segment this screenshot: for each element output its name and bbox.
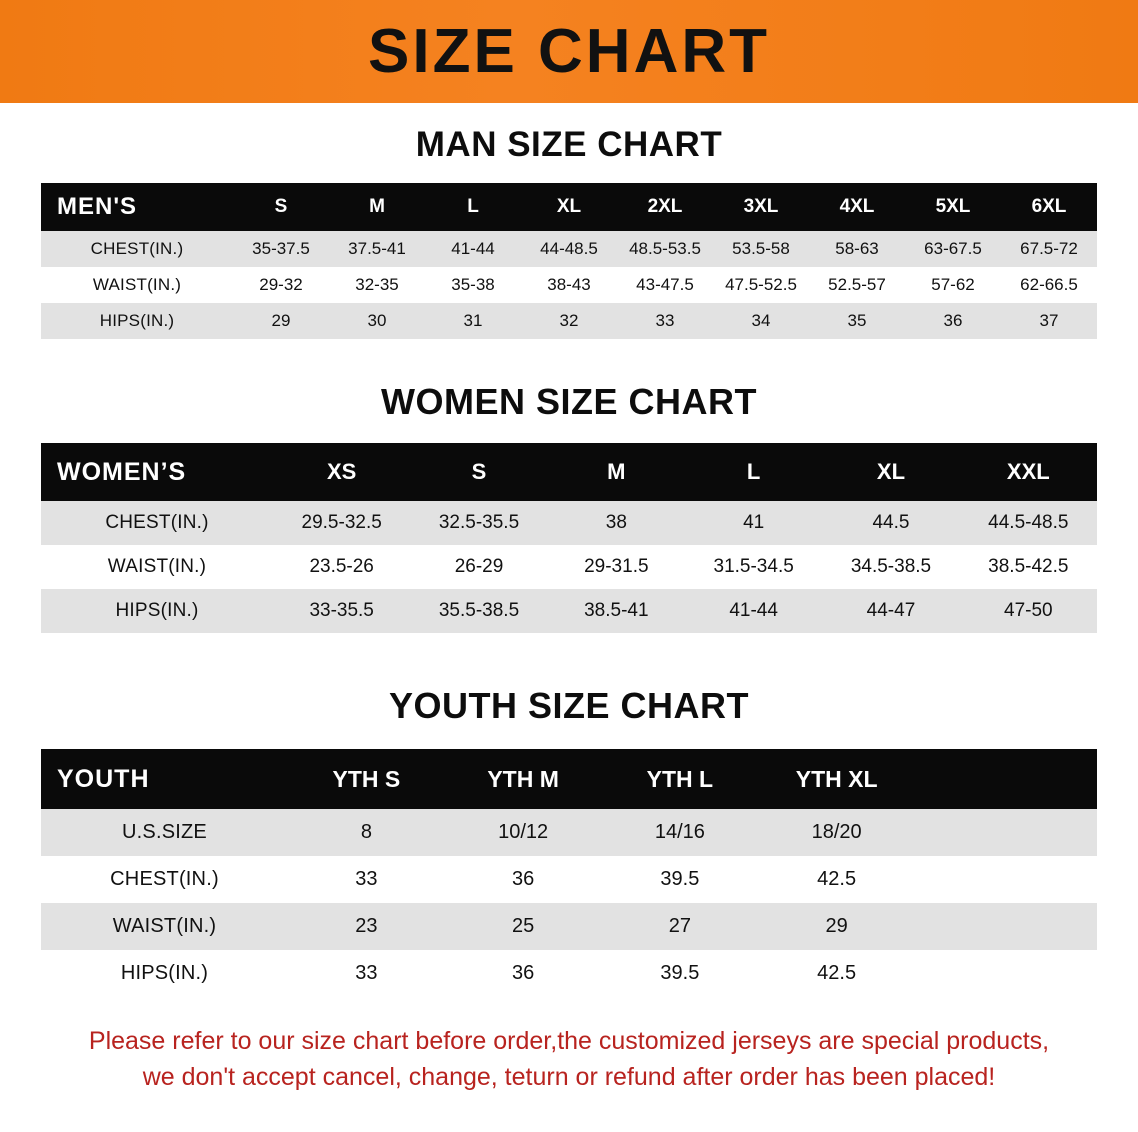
youth-col-1: YTH M: [487, 765, 559, 792]
man-chest-6: 58-63: [835, 239, 879, 258]
women-chest-5: 44.5-48.5: [988, 512, 1069, 533]
youth-row-label-chest: CHEST(IN.): [110, 868, 219, 890]
table-row: [41, 267, 1097, 303]
women-row-label-hips: HIPS(IN.): [115, 600, 199, 621]
youth-col-2: YTH L: [646, 765, 714, 792]
man-waist-1: 32-35: [355, 275, 399, 294]
youth-spacer-cell: [915, 809, 1097, 856]
man-col-6: 4XL: [839, 196, 875, 217]
women-chest-1: 32.5-35.5: [438, 512, 520, 533]
women-chest-0: 29.5-32.5: [301, 512, 382, 533]
table-header-row: [41, 183, 1097, 231]
youth-size-table-container: [41, 749, 1097, 997]
youth-hips-2: 39.5: [660, 962, 700, 984]
women-col-5: XXL: [1006, 459, 1050, 484]
man-hips-1: 30: [367, 311, 387, 330]
youth-spacer-cell: [915, 903, 1097, 950]
women-hips-1: 35.5-38.5: [438, 600, 520, 621]
policy-note: [41, 1023, 1097, 1096]
women-col-4: XL: [876, 459, 906, 484]
table-row: [41, 303, 1097, 339]
man-waist-8: 62-66.5: [1020, 275, 1078, 294]
women-hips-4: 44-47: [866, 600, 916, 621]
youth-chest-0: 33: [355, 868, 378, 890]
youth-col-3: YTH XL: [795, 765, 878, 792]
man-size-table-container: [41, 183, 1097, 339]
youth-table-body: [41, 809, 1097, 997]
man-col-5: 3XL: [743, 196, 779, 217]
man-waist-6: 52.5-57: [828, 275, 886, 294]
man-waist-4: 43-47.5: [636, 275, 694, 294]
youth-hips-3: 42.5: [817, 962, 857, 984]
women-waist-1: 26-29: [454, 556, 504, 577]
man-hips-2: 31: [463, 311, 483, 330]
man-hips-4: 33: [655, 311, 675, 330]
youth-table-header: [41, 749, 1097, 809]
page-banner: [0, 0, 1138, 103]
women-waist-3: 31.5-34.5: [713, 556, 794, 577]
table-row: [41, 231, 1097, 267]
man-col-0: S: [274, 196, 288, 217]
youth-size-table: [41, 749, 1097, 997]
man-col-1: M: [369, 196, 385, 217]
table-row: [41, 545, 1097, 589]
youth-hips-1: 36: [512, 962, 535, 984]
women-row-label-chest: CHEST(IN.): [105, 512, 209, 533]
youth-ussize-3: 18/20: [811, 821, 862, 843]
table-header-row: [41, 749, 1097, 809]
policy-note-line-2: we don't accept cancel, change, teturn or refund after order has been placed!: [142, 1063, 996, 1092]
youth-ussize-0: 8: [360, 821, 372, 843]
man-waist-2: 35-38: [451, 275, 495, 294]
man-chest-1: 37.5-41: [348, 239, 406, 258]
youth-chest-1: 36: [512, 868, 535, 890]
man-chest-4: 48.5-53.5: [629, 239, 701, 258]
youth-col-spacer: [915, 749, 1097, 809]
man-size-table: [41, 183, 1097, 339]
youth-row-label-waist: WAIST(IN.): [112, 915, 217, 937]
man-chest-3: 44-48.5: [540, 239, 598, 258]
youth-ussize-1: 10/12: [498, 821, 549, 843]
man-hips-0: 29: [271, 311, 291, 330]
women-col-2: M: [607, 459, 626, 484]
women-hips-5: 47-50: [1004, 600, 1053, 621]
man-chest-0: 35-37.5: [252, 239, 310, 258]
man-table-body: [41, 231, 1097, 339]
women-corner-label: WOMEN’S: [57, 457, 187, 486]
man-col-8: 6XL: [1031, 196, 1067, 217]
man-hips-3: 32: [559, 311, 579, 330]
women-waist-4: 34.5-38.5: [850, 556, 932, 577]
women-section-heading: WOMEN SIZE CHART: [381, 381, 757, 422]
man-hips-6: 35: [847, 311, 867, 330]
youth-waist-2: 27: [668, 915, 691, 937]
women-waist-0: 23.5-26: [309, 556, 374, 577]
man-section-heading: MAN SIZE CHART: [415, 125, 723, 164]
women-col-0: XS: [326, 459, 357, 484]
man-table-header: [41, 183, 1097, 231]
youth-row-label-hips: HIPS(IN.): [120, 962, 209, 984]
man-hips-7: 36: [943, 311, 963, 330]
women-hips-0: 33-35.5: [309, 600, 374, 621]
man-col-4: 2XL: [647, 196, 683, 217]
women-waist-5: 38.5-42.5: [988, 556, 1069, 577]
women-table-body: [41, 501, 1097, 633]
women-size-table: [41, 443, 1097, 633]
women-col-1: S: [471, 459, 487, 484]
women-col-3: L: [746, 459, 761, 484]
youth-row-label-ussize: U.S.SIZE: [122, 821, 207, 843]
man-waist-7: 57-62: [931, 275, 975, 294]
man-row-label-hips: HIPS(IN.): [99, 311, 175, 330]
table-row: [41, 903, 1097, 950]
youth-col-0: YTH S: [332, 765, 401, 792]
man-chest-8: 67.5-72: [1020, 239, 1078, 258]
man-chest-2: 41-44: [451, 239, 495, 258]
youth-spacer-cell: [915, 950, 1097, 997]
man-waist-3: 38-43: [547, 275, 591, 294]
man-hips-8: 37: [1039, 311, 1059, 330]
youth-corner-label: YOUTH: [57, 764, 150, 793]
youth-chest-3: 42.5: [817, 868, 857, 890]
table-row: [41, 589, 1097, 633]
women-table-header: [41, 443, 1097, 501]
man-col-7: 5XL: [935, 196, 971, 217]
table-header-row: [41, 443, 1097, 501]
women-size-table-container: [41, 443, 1097, 633]
women-chest-3: 41: [743, 512, 765, 533]
women-chest-4: 44.5: [872, 512, 910, 533]
man-corner-label: MEN'S: [57, 193, 138, 220]
table-row: [41, 809, 1097, 856]
women-waist-2: 29-31.5: [584, 556, 649, 577]
man-col-3: XL: [556, 196, 582, 217]
man-waist-5: 47.5-52.5: [725, 275, 797, 294]
man-col-2: L: [467, 196, 479, 217]
man-row-label-chest: CHEST(IN.): [90, 239, 184, 258]
man-chest-5: 53.5-58: [732, 239, 790, 258]
youth-waist-1: 25: [512, 915, 535, 937]
youth-waist-0: 23: [355, 915, 378, 937]
youth-section-heading: YOUTH SIZE CHART: [388, 685, 749, 726]
policy-note-line-1: Please refer to our size chart before order,the customized jerseys are special products,: [88, 1027, 1050, 1055]
man-hips-5: 34: [751, 311, 771, 330]
youth-hips-0: 33: [355, 962, 378, 984]
man-row-label-waist: WAIST(IN.): [92, 275, 182, 294]
table-row: [41, 950, 1097, 997]
women-chest-2: 38: [605, 512, 627, 533]
table-row: [41, 856, 1097, 903]
youth-chest-2: 39.5: [660, 868, 700, 890]
women-hips-3: 41-44: [729, 600, 778, 621]
women-row-label-waist: WAIST(IN.): [107, 556, 207, 577]
man-chest-7: 63-67.5: [924, 239, 982, 258]
youth-waist-3: 29: [825, 915, 848, 937]
table-row: [41, 501, 1097, 545]
man-waist-0: 29-32: [259, 275, 303, 294]
youth-ussize-2: 14/16: [654, 821, 705, 843]
page-title: SIZE CHART: [368, 16, 770, 86]
youth-spacer-cell: [915, 856, 1097, 903]
women-hips-2: 38.5-41: [584, 600, 649, 621]
